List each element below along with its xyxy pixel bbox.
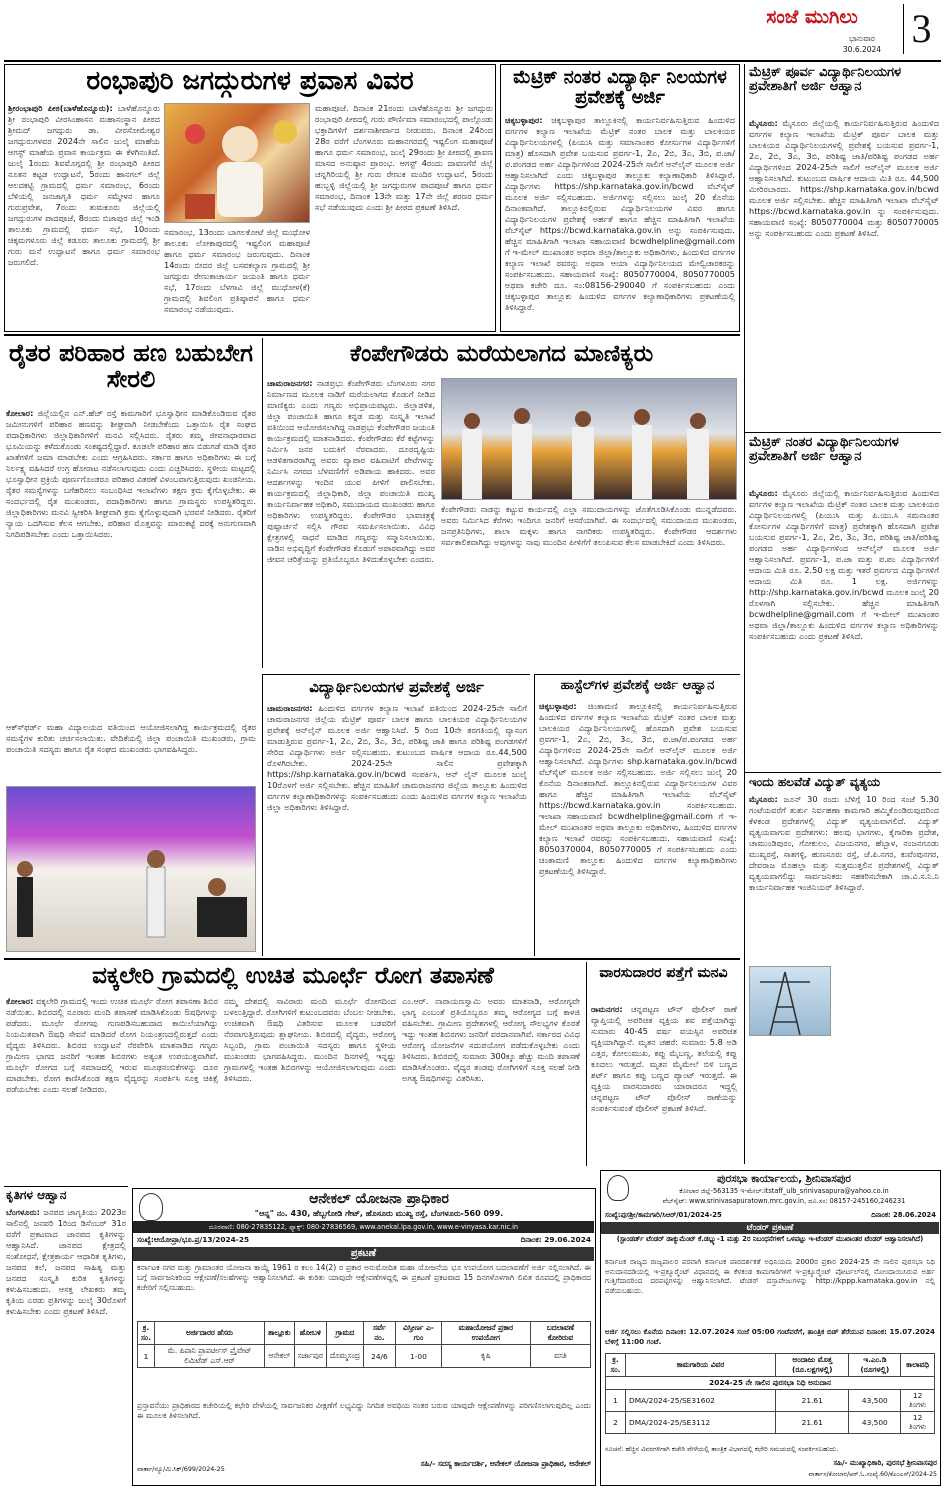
article-text-2: ಆಕ್ಸ್‍ಫರ್ಡ್ ಮಹಾ ವಿದ್ಯಾಲಯದ ವತಿಯಿಂದ ಆಯೋಜಿಸಲಾಗಿದ್ದ ಕಾರ್ಯಕ್ರಮದಲ್ಲಿ ರೈತರ ಸಮಸ್ಯೆಗಳ ಕುರಿತು ಚರ್ಚಿಸಲಾಯಿತು. ವೇದಿಕೆಯಲ್ಲಿ ಜಿಲ್ಲಾ ಪಂಚಾಯಿತಿ ಮುಖಂಡರು, ಗ್ರಾಮ ಪಂಚಾಯಿತಿ ಸದಸ್ಯರು ಹಾಗೂ ರೈತ ಸಂಘದ ಮುಖಂಡರು ಭಾಗವಹಿಸಿದ್ದರು. — [6, 722, 256, 754]
table-header: ಹೋಬಳಿ — [294, 1322, 326, 1345]
event-people-icon — [7, 787, 256, 952]
table-header: ಮಹಾಯೋಜನೆ ಪ್ರಕಾರ ಉಪಯೋಗ — [441, 1322, 530, 1345]
table-header: ಇ.ಎಂ.ಡಿ (ರೂಗಳಲ್ಲಿ) — [849, 1354, 901, 1377]
tender-org: ಪುರಸಭಾ ಕಾರ್ಯಾಲಯ, ಶ್ರೀನಿವಾಸಪುರ — [717, 1173, 851, 1185]
right-column — [744, 64, 941, 1164]
group-dignitaries-icon — [442, 379, 737, 500]
article-text-power-cut: ಮೈಸೂರು: ಜೂನ್ 30 ರಂದು ಬೆಳಿಗ್ಗೆ 10 ರಿಂದ ಸಂಜೆ 5.30 ಗಂಟೆಯವರೆಗೆ ತುರ್ತು ನಿರ್ವಹಣಾ ಕಾಮಗಾರಿ ಹಮ್ಮಿಕೊಂಡಿರುವುದರಿಂದ ಕೆಳಕಂಡ ಪ್ರದೇಶಗಳಲ್ಲಿ ವಿದ್ಯುತ್ ವ್ಯತ್ಯಯವಾಗಲಿದೆ. ವಿದ್ಯುತ್ ವ್ಯತ್ಯಯವಾಗುವ ಪ್ರದೇಶಗಳು: ಹಲವು ಭಾಗಗಳು, ಕೈಗಾರಿಕಾ ಪ್ರದೇಶ, ಚಾಮುಂಡಿಪುರಂ, ಗೋಕುಲಂ, ವಿಜಯನಗರ, ಹೆಬ್ಬಾಳ, ನಂಜನಗೂಡು ಮುಖ್ಯರಸ್ತೆ, ಸಾತಗಳ್ಳಿ, ಹುಣಸೂರು ರಸ್ತೆ, ಜೆ.ಪಿ.ನಗರ, ಕುವೆಂಪುನಗರ, ದೇವರಾಜ ಮೊಹಲ್ಲಾ ಮತ್ತು ಸುತ್ತಮುತ್ತಲಿನ ಪ್ರದೇಶಗಳಲ್ಲಿ ವಿದ್ಯುತ್ ವ್ಯತ್ಯಯವಾಗಲಿದ್ದು ಸಾರ್ವಜನಿಕರು ಸಹಕರಿಸಬೇಕಾಗಿ ಚಾ.ವಿ.ಸ.ನಿ.ನಿ ಕಾರ್ಯನಿರ್ವಾಹಕ ಇಂಜಿನಿಯರ್ ತಿಳಿಸಿದ್ದಾರೆ. — [749, 794, 939, 892]
notice-intro: ಕರ್ನಾಟಕ ನಗರ ಮತ್ತು ಗ್ರಾಮಾಂತರ ಯೋಜನಾ ಕಾಯ್ದೆ 1961 ರ ಕಲಂ 14(2) ರ ಪ್ರಕಾರ ಅನುಮೋದಿತ ಮಹಾ ಯೋಜನೆಯ ಭೂ ಉಪಯೋಗ ಬದಲಾವಣೆಗೆ ಅರ್ಜಿ ಸಲ್ಲಿಸಲಾಗಿದೆ. ಈ ಬಗ್ಗೆ ಸಾರ್ವಜನಿಕರಿಂದ ಆಕ್ಷೇಪಣೆ/ಸಲಹೆಗಳನ್ನು ಆಹ್ವಾನಿಸಲಾಗಿದೆ. ಈ ಕುರಿತು ಯಾವುದೇ ಆಕ್ಷೇಪಣೆಗಳಿದ್ದಲ್ಲಿ ಈ ಪ್ರಕಟಣೆ ಪ್ರಕಟವಾದ 15 ದಿನಗಳೊಳಗಾಗಿ ಲಿಖಿತ ರೂಪದಲ್ಲಿ ಪ್ರಾಧಿಕಾರದ ಕಚೇರಿಗೆ ಸಲ್ಲಿಸಬಹುದು. — [137, 1263, 591, 1293]
headline: ವಾರಸುದಾರರ ಪತ್ತೆಗೆ ಮನವಿ — [599, 965, 728, 981]
table-cell: 12 ತಿಂಗಳು — [901, 1390, 935, 1412]
notice-date: ದಿನಾಂಕ: 29.06.2024 — [520, 1235, 591, 1244]
table-header: ವಿಸ್ತೀರ್ಣ ಎ-ಗುಂ — [395, 1322, 441, 1345]
headline: ರೈತರ ಪರಿಹಾರ ಹಣ ಬಹುಬೇಗ ಸೇರಲಿ — [9, 339, 253, 394]
article-text: ಚಾಮರಾಜನಗರ: ಹಿಂದುಳಿದ ವರ್ಗಗಳ ಕಲ್ಯಾಣ ಇಲಾಖೆ ವತಿಯಿಂದ 2024-25ನೇ ಸಾಲಿಗೆ ಚಾಮರಾಜನಗರ ಜಿಲ್ಲೆಯ ಮೆಟ್ರಿಕ್ ಪೂರ್ವ ಬಾಲಕ ಹಾಗೂ ಬಾಲಕಿಯರ ವಿದ್ಯಾರ್ಥಿನಿಲಯಗಳ ಪ್ರವೇಶಕ್ಕೆ ಆನ್‍ಲೈನ್ ಮೂಲಕ ಅರ್ಜಿ ಆಹ್ವಾನಿಸಿದೆ. 5 ರಿಂದ 10ನೇ ತರಗತಿಯಲ್ಲಿ ವ್ಯಾಸಂಗ ಮಾಡುತ್ತಿರುವ ಪ್ರವರ್ಗ-1, 2ಎ, 2ಬಿ, 3ಎ, 3ಬಿ, ಪರಿಶಿಷ್ಟ ಜಾತಿ ಹಾಗೂ ಪರಿಶಿಷ್ಟ ಪಂಗಡಗಳಿಗೆ ಸೇರಿದ ವಿದ್ಯಾರ್ಥಿಗಳು ಅರ್ಜಿ ಸಲ್ಲಿಸಬಹುದು. ಕುಟುಂಬದ ವಾರ್ಷಿಕ ಆದಾಯ ರೂ.44,500 ರೊಳಗಿರಬೇಕು. 2024-25ನೇ ಸಾಲಿನ ಪ್ರವೇಶಕ್ಕಾಗಿ https://shp.karnataka.gov.in/bcwd ಸಂಪರ್ಕಿಸಿ, ಆನ್ ಲೈನ್ ಮೂಲಕ ಜುಲೈ 10ರೊಳಗೆ ಅರ್ಜಿ ಸಲ್ಲಿಸಬೇಕು. ಹೆಚ್ಚಿನ ಮಾಹಿತಿಗೆ ಚಾಮರಾಜನಗರ ಜಿಲ್ಲೆಯ ತಾಲ್ಲೂಕು ಹಿಂದುಳಿದ ವರ್ಗಗಳ ಕಲ್ಯಾಣಾಧಿಕಾರಿಗಳನ್ನು ಸಂಪರ್ಕಿಸಬಹುದು ಎಂದು ಹಿಂದುಳಿದ ವರ್ಗಗಳ ಕಲ್ಯಾಣ ಇಲಾಖೆಯ ಜಿಲ್ಲಾ ಅಧಿಕಾರಿಗಳು ತಿಳಿಸಿದ್ದಾರೆ. — [267, 703, 527, 812]
tender-code: ವಾರ್ತಾಸ/ಕೋಲಾರ/ಆರ್.ಓ.ಸಂಖ್ಯೆ.60/ಕೆಎಂಎಸ್/2024-25 — [808, 1471, 937, 1478]
table-cell: ಆನೇಕಲ್ — [265, 1345, 295, 1368]
table-cell: ವಸತಿ — [530, 1345, 590, 1368]
article-text: ಬೆಂಗಳೂರು: ಜನಪದ ಜಾಗೃತಿಯು 2023ರ ಸಾಲಿನಲ್ಲಿ ಜನವರಿ 1ರಿಂದ ಡಿಸೆಂಬರ್ 31ರ ವರೆಗೆ ಪ್ರಕಟವಾದ ಜಾನಪದ ಕೃತಿಗಳನ್ನು ಆಹ್ವಾನಿಸಿದೆ. ಜಾನಪದ ಕ್ಷೇತ್ರದಲ್ಲಿ ಸಂಶೋಧನೆ, ಕ್ಷೇತ್ರಕಾರ್ಯ ಆಧಾರಿತ ಕೃತಿಗಳು, ಜನಪದ ಕಲೆ, ಜನಪದ ಸಾಹಿತ್ಯ ಮತ್ತು ಜನಪದ ಸಂಸ್ಕೃತಿ ಕುರಿತ ಕೃತಿಗಳನ್ನು ಕಳುಹಿಸಬಹುದು. ಆಸಕ್ತ ಲೇಖಕರು ತಮ್ಮ ಕೃತಿಯ ಎರಡು ಪ್ರತಿಗಳನ್ನು ಜುಲೈ 30ರೊಳಗೆ ಕಳುಹಿಸಬೇಕು ಎಂದು ಪ್ರಕಟಣೆ ತಿಳಿಸಿದೆ. — [6, 1207, 126, 1316]
tender-title: ಟೆಂಡರ್ ಪ್ರಕಟಣೆ — [601, 1222, 939, 1234]
article-text-2: ಕೆಂಪೇಗೌಡರು ನಾಡನ್ನು ಕಟ್ಟುವ ಕಾರ್ಯದಲ್ಲಿ ಎಲ್ಲಾ ಸಮುದಾಯಗಳನ್ನು ಜೊತೆಗೂಡಿಸಿಕೊಂಡು ಮುನ್ನಡೆದವರು. ಅವರು ನಿರ್ಮಿಸಿದ ಕೆರೆಗಳು ಇಂದಿಗೂ ಜನರಿಗೆ ಆಸರೆಯಾಗಿವೆ. ಈ ಸಂದರ್ಭದಲ್ಲಿ ಸಮುದಾಯದ ಮುಖಂಡರು, ಜನಪ್ರತಿನಿಧಿಗಳು, ಶಾಲಾ ಮಕ್ಕಳು ಹಾಗೂ ನಾಗರಿಕರು ಉಪಸ್ಥಿತರಿದ್ದರು. ಕೆಂಪೇಗೌಡರ ಆದರ್ಶಗಳು ಸರ್ವಕಾಲಿಕವಾಗಿದ್ದು ಅವುಗಳನ್ನು ನಾವು ಮುಂದಿನ ಪೀಳಿಗೆಗೆ ತಲುಪಿಸುವ ಕೆಲಸ ಮಾಡಬೇಕಿದೆ ಎಂದು ತಿಳಿಸಿದರು. — [441, 504, 737, 547]
article-text-col3: ಮಹಾಪೂಜೆ. ದಿನಾಂಕ 21ರಂದು ಬಾಳೆಹೊನ್ನೂರು ಶ್ರೀ ಜಗದ್ಗುರು ರಂಭಾಪುರಿ ಪೀಠದಲ್ಲಿ ಗುರು ಪೌರ್ಣಿಮಾ ಸಮಾರಂಭದಲ್ಲಿ ಪಾಲ್ಗೊಂಡು ಭಕ್ತಾದಿಗಳಿಗೆ ದರ್ಶನಾಶೀರ್ವಾದ ನೀಡುವರು. ದಿನಾಂಕ 24ರಿಂದ 28ರ ವರೆಗೆ ಬೆಂಗಳೂರು ಮಹಾನಗರದಲ್ಲಿ ಇಷ್ಟಲಿಂಗ ಮಹಾಪೂಜೆ ಹಾಗೂ ಧರ್ಮ ಸಮಾರಂಭ, ಜುಲೈ 29ರಂದು ಶ್ರೀ ಪೀಠದಲ್ಲಿ ಶ್ರಾವಣ ಮಾಸದ ಅನುಷ್ಠಾನ ಪ್ರಾರಂಭ. ಆಗಸ್ಟ್ 4ರಂದು ದಾವಣಗೆರೆ ಜಿಲ್ಲೆ ಚನ್ನಗಿರಿಯಲ್ಲಿ ಶ್ರೀ ಗುರು ರೇಣುಕ ಮಂದಿರ ಉದ್ಘಾಟನೆ, 5ರಂದು ಹುಬ್ಬಳ್ಳಿ ಜಿಲ್ಲೆಯಲ್ಲಿ ಶ್ರೀ ಜಗದ್ಗುರುಗಳ ಪಾದಪೂಜೆ ಹಾಗೂ ಧರ್ಮ ಸಮಾರಂಭ, ದಿನಾಂಕ 13ನೇ ಮತ್ತು 17ನೇ ಜಿಲ್ಲೆ ಶರಣರ ಧರ್ಮ ಸಭೆ ನಡೆಯುವುದು ಎಂದು ಶ್ರೀ ಪೀಠದ ಪ್ರಕಟಣೆ ತಿಳಿಸಿದೆ. — [315, 103, 493, 212]
headline-power-cut: ಇಂದು ಹಲವೆಡೆ ವಿದ್ಯುತ್ ವ್ಯತ್ಯಯ — [749, 776, 881, 789]
table-header: ಕಾಲಾವಧಿ — [901, 1354, 935, 1377]
table-cell: DMA/2024-25/SE31602 — [626, 1390, 776, 1412]
masthead-date: 30.6.2024 — [842, 45, 882, 54]
article-text: ಚಾಮರಾಜನಗರ: ನಾಡಪ್ರಭು ಕೆಂಪೇಗೌಡರು ಬೆಂಗಳೂರು ನಗರ ನಿರ್ಮಾಣದ ಮೂಲಕ ನಾಡಿಗೆ ಮರೆಯಲಾಗದ ಕೊಡುಗೆ ನೀಡಿದ ಮಾಣಿಕ್ಯರು ಎಂದು ಗಣ್ಯರು ಅಭಿಪ್ರಾಯಪಟ್ಟರು. ಜಿಲ್ಲಾಡಳಿತ, ಜಿಲ್ಲಾ ಪಂಚಾಯಿತಿ ಹಾಗೂ ಕನ್ನಡ ಮತ್ತು ಸಂಸ್ಕೃತಿ ಇಲಾಖೆ ವತಿಯಿಂದ ಆಯೋಜಿಸಲಾಗಿದ್ದ ನಾಡಪ್ರಭು ಕೆಂಪೇಗೌಡರ ಜಯಂತಿ ಕಾರ್ಯಕ್ರಮದಲ್ಲಿ ಮಾತನಾಡಿದರು. ಕೆಂಪೇಗೌಡರು ಕೆರೆ ಕಟ್ಟೆಗಳನ್ನು ನಿರ್ಮಿಸಿ ಜನರ ಬದುಕಿಗೆ ನೆರವಾದರು. ದೂರದೃಷ್ಟಿಯ ಆಡಳಿತಗಾರರಾಗಿದ್ದ ಅವರು ವ್ಯಾಪಾರ ವಹಿವಾಟಿಗೆ ಪೇಟೆಗಳನ್ನು ನಿರ್ಮಿಸಿ ನಗರದ ಬೆಳವಣಿಗೆಗೆ ಅಡಿಪಾಯ ಹಾಕಿದರು. ಅವರ ಆದರ್ಶಗಳನ್ನು ಇಂದಿನ ಯುವ ಪೀಳಿಗೆ ಪಾಲಿಸಬೇಕು. ಕಾರ್ಯಕ್ರಮದಲ್ಲಿ ಜಿಲ್ಲಾಧಿಕಾರಿ, ಜಿಲ್ಲಾ ಪಂಚಾಯಿತಿ ಮುಖ್ಯ ಕಾರ್ಯನಿರ್ವಾಹಕ ಅಧಿಕಾರಿ, ಸಮುದಾಯದ ಮುಖಂಡರು ಹಾಗೂ ಅಧಿಕಾರಿಗಳು ಉಪಸ್ಥಿತರಿದ್ದರು. ಕೆಂಪೇಗೌಡರ ಭಾವಚಿತ್ರಕ್ಕೆ ಪುಷ್ಪಾರ್ಚನೆ ಸಲ್ಲಿಸಿ ಗೌರವ ಸಮರ್ಪಿಸಲಾಯಿತು. ವಿವಿಧ ಕ್ಷೇತ್ರಗಳಲ್ಲಿ ಸಾಧನೆ ಮಾಡಿದ ಗಣ್ಯರನ್ನು ಸನ್ಮಾನಿಸಲಾಯಿತು. ನಾಡಿನ ಅಭಿವೃದ್ಧಿಗೆ ಕೆಂಪೇಗೌಡರ ಕೊಡುಗೆ ಅಪಾರವಾಗಿದ್ದು ಅವರ ಜೀವನ ಚರಿತ್ರೆಯನ್ನು ಪ್ರತಿಯೊಬ್ಬರೂ ತಿಳಿದುಕೊಳ್ಳಬೇಕು ಎಂದರು. — [267, 378, 435, 564]
article-unknown-body — [586, 962, 740, 1166]
article-text-col2: ಸಮಾರಂಭ, 13ರಂದು ಬಾಗಲಕೋಟೆ ಜಿಲ್ಲೆ ಮುಧೋಳ ತಾಲೂಕು ಲೋಕಾಪುರದಲ್ಲಿ ಇಷ್ಟಲಿಂಗ ಮಹಾಪೂಜೆ ಹಾಗೂ ಧರ್ಮ ಸಮಾರಂಭ ಜರುಗುವುದು. ದಿನಾಂಕ 14ರಂದು ಬೀದರ ಜಿಲ್ಲೆ ಬಸವಕಲ್ಯಾಣ ಗ್ರಾಮದಲ್ಲಿ ಶ್ರೀ ಜಗದ್ಗುರು ರೇಣುಕಾಚಾರ್ಯ ಜಯಂತಿ ಹಾಗೂ ಧರ್ಮ ಸಭೆ, 17ರಂದು ಬೆಳಗಾವಿ ಜಿಲ್ಲೆ ಮುಧೋಳ(ಕೆ) ಗ್ರಾಮದಲ್ಲಿ ಶಿವಲಿಂಗ ಪ್ರತಿಷ್ಠಾಪನೆ ಹಾಗೂ ಧರ್ಮ ಸಮಾರಂಭ ನಡೆಯುವುದು. — [164, 227, 310, 314]
table-cell: 1-00 — [395, 1345, 441, 1368]
headline: ಮೆಟ್ರಿಕ್ ನಂತರ ವಿದ್ಯಾರ್ಥಿ ನಿಲಯಗಳ ಪ್ರವೇಶಕ್ಕೆ ಅರ್ಜಿ — [513, 68, 727, 108]
table-cell: ಕೃಷಿ — [441, 1345, 530, 1368]
article-text-3: ಎಂ.ಆರ್. ನಾರಾಯಣಸ್ವಾಮಿ ಅವರು ಮಾತನಾಡಿ, ಆರೋಗ್ಯವೇ ಭಾಗ್ಯ ಎಂಬಂತೆ ಪ್ರತಿಯೊಬ್ಬರೂ ತಮ್ಮ ಆರೋಗ್ಯದ ಬಗ್ಗೆ ಕಾಳಜಿ ವಹಿಸಬೇಕು. ಗ್ರಾಮೀಣ ಪ್ರದೇಶಗಳಲ್ಲಿ ಆರೋಗ್ಯ ಸೌಲಭ್ಯಗಳ ಕೊರತೆ ಇದ್ದು ಇಂತಹ ಶಿಬಿರಗಳು ಜನರಿಗೆ ವರದಾನವಾಗಿವೆ. ಸರ್ಕಾರದ ವಿವಿಧ ಆರೋಗ್ಯ ಯೋಜನೆಗಳ ಸದುಪಯೋಗ ಪಡೆದುಕೊಳ್ಳಬೇಕು ಎಂದು ತಿಳಿಸಿದರು. ಶಿಬಿರದಲ್ಲಿ ಸುಮಾರು 300ಕ್ಕೂ ಹೆಚ್ಚು ಮಂದಿ ತಪಾಸಣೆ ಮಾಡಿಸಿಕೊಂಡರು. ವೈದ್ಯರ ತಂಡವು ರೋಗಿಗಳಿಗೆ ಸೂಕ್ತ ಸಲಹೆ ನೀಡಿ ಅಗತ್ಯ ಔಷಧಿಗಳನ್ನು ವಿತರಿಸಿತು. — [402, 996, 580, 1083]
table-section: 2024-25 ನೇ ಸಾಲಿನ ಪುರಸಭಾ ನಿಧಿ ಅನುದಾನ — [606, 1377, 935, 1390]
article-text-2: ನಮ್ಮ ದೇಶದಲ್ಲಿ ಸಾವಿರಾರು ಮಂದಿ ಮೂರ್ಛೆ ರೋಗದಿಂದ ಬಳಲುತ್ತಿದ್ದಾರೆ. ರೋಗಿಗಳಿಗೆ ಕುಟುಂಬದವರು ಬೆಂಬಲ ನೀಡಬೇಕು. ಉಚಿತವಾಗಿ ಔಷಧಿ ವಿತರಿಸುವ ಮೂಲಕ ಬಡವರಿಗೆ ನೆರವಾಗುತ್ತಿರುವುದು ಶ್ಲಾಘನೀಯ. ಶಿಬಿರದಲ್ಲಿ ವೈದ್ಯರು, ಆರೋಗ್ಯ ಸಿಬ್ಬಂದಿ, ಗ್ರಾಮ ಪಂಚಾಯಿತಿ ಸದಸ್ಯರು ಹಾಗೂ ಸ್ಥಳೀಯ ಮುಖಂಡರು ಭಾಗವಹಿಸಿದ್ದರು. ಮುಂದಿನ ದಿನಗಳಲ್ಲಿ ಇನ್ನಷ್ಟು ಗ್ರಾಮಗಳಲ್ಲಿ ಇಂತಹ ಶಿಬಿರಗಳನ್ನು ಆಯೋಜಿಸಲಾಗುವುದು ಎಂದು ತಿಳಿಸಿದರು. — [224, 996, 396, 1083]
article-text: ಚಿಕ್ಕಬಳ್ಳಾಪುರ: ಚಿಕ್ಕಬಳ್ಳಾಪುರ ತಾಲ್ಲೂಕಿನಲ್ಲಿ ಕಾರ್ಯನಿರ್ವಹಿಸುತ್ತಿರುವ ಹಿಂದುಳಿದ ವರ್ಗಗಳ ಕಲ್ಯಾಣ ಇಲಾಖೆಯ ಮೆಟ್ರಿಕ್ ನಂತರ ಬಾಲಕ ಮತ್ತು ಬಾಲಕಿಯರ ವಿದ್ಯಾರ್ಥಿನಿಲಯಗಳಲ್ಲಿ (ಪಿಯುಸಿ ಮತ್ತು ಸಮಾನಾಂತರ ಕೋರ್ಸುಗಳ ವಿದ್ಯಾರ್ಥಿಗಳಿಗೆ ಮಾತ್ರ) ಹೊಸದಾಗಿ ಪ್ರವೇಶ ಬಯಸುವ ಪ್ರವರ್ಗ-1, 2ಎ, 2ಬಿ, 3ಎ, 3ಬಿ, ಪ.ಜಾ/ಪ.ಪಂಗಡದ ಅರ್ಹ ವಿದ್ಯಾರ್ಥಿಗಳಿಂದ 2024-25ನೇ ಸಾಲಿಗೆ ಆನ್‍ಲೈನ್ ಮೂಲಕ ಅರ್ಜಿ ಆಹ್ವಾನಿಸಲಾಗಿದೆ ಎಂದು ಚಿಕ್ಕಬಳ್ಳಾಪುರ ತಾಲ್ಲೂಕು ಕಲ್ಯಾಣಾಧಿಕಾರಿ ತಿಳಿಸಿದ್ದಾರೆ. ವಿದ್ಯಾರ್ಥಿಗಳು https://shp.karnataka.gov.in/bcwd ವೆಬ್‍ಸೈಟ್ ಮೂಲಕ ಅರ್ಜಿ ಸಲ್ಲಿಸಬಹುದು. ಅರ್ಜಿಗಳನ್ನು ಸಲ್ಲಿಸಲು ಜುಲೈ 20 ಕೊನೆಯ ದಿನಾಂಕವಾಗಿದೆ. ತಾಲ್ಲೂಕಿನಲ್ಲಿರುವ ವಿದ್ಯಾರ್ಥಿನಿಲಯಗಳ ವಿವರ ಹಾಗೂ ವಿದ್ಯಾರ್ಥಿನಿಲಯಗಳ ಪ್ರವೇಶಕ್ಕೆ ಅರ್ಹತೆ ಹಾಗೂ ಹೆಚ್ಚಿನ ಮಾಹಿತಿಗಾಗಿ ಇಲಾಖೆಯ ವೆಬ್‍ಸೈಟ್ https://bcwd.karnataka.gov.in ಅನ್ನು ಸಂಪರ್ಕಿಸುವುದು. ಹೆಚ್ಚಿನ ಮಾಹಿತಿಗಾಗಿ ಇಲಾಖಾ ಸಹಾಯವಾಣಿ bcwdhelpline@gmail.com ಗೆ ಇ-ಮೇಲ್ ಮುಖಾಂತರ ಅಥವಾ ಜಿಲ್ಲಾ/ತಾಲ್ಲೂಕು ಅಧಿಕಾರಿಗಳು, ಹಿಂದುಳಿದ ವರ್ಗಗಳ ಕಲ್ಯಾಣ ಇಲಾಖೆ ರವರನ್ನು ಅಥವಾ ಆಯಾ ವಿದ್ಯಾರ್ಥಿನಿಲಯದ ಮೇಲ್ವಿಚಾರಕರನ್ನು ಸಂಪರ್ಕಿಸಬಹುದು. ಸಹಾಯವಾಣಿ ಸಂಖ್ಯೆ: 8050770004, 8050770005 ಅಥವಾ ಕಚೇರಿ ದೂ. ಸಂ:08156-290040 ಗೆ ಸಂಪರ್ಕಿಸಬಹುದು ಎಂದು ಚಿಕ್ಕಬಳ್ಳಾಪುರ ತಾಲ್ಲೂಕು ಹಿಂದುಳಿದ ವರ್ಗಗಳ ಕಲ್ಯಾಣಾಧಿಕಾರಿಗಳು ಪ್ರಕಟಣೆಯಲ್ಲಿ ತಿಳಿಸಿದ್ದಾರೆ. — [505, 115, 735, 312]
table-cell: 21.61 — [776, 1390, 849, 1412]
table-cell: 24/6 — [363, 1345, 395, 1368]
photo-swamiji — [164, 103, 310, 223]
article-text-postmatric: ಮೈಸೂರು: ಮೈಸೂರು ಜಿಲ್ಲೆಯಲ್ಲಿ ಕಾರ್ಯನಿರ್ವಹಿಸುತ್ತಿರುವ ಹಿಂದುಳಿದ ವರ್ಗಗಳ ಕಲ್ಯಾಣ ಇಲಾಖೆಯ ಮೆಟ್ರಿಕ್ ನಂತರ ಬಾಲಕ ಮತ್ತು ಬಾಲಕಿಯರ ವಿದ್ಯಾರ್ಥಿನಿಲಯಗಳಲ್ಲಿ (ಪಿಯುಸಿ ಮತ್ತು ಪಿ.ಯು.ಸಿ ಸಮನಾಂತರ ಕೋರ್ಸುಗಳ ವಿದ್ಯಾರ್ಥಿಗಳಿಗೆ ಮಾತ್ರ) ಪ್ರವೇಶಕ್ಕಾಗಿ ಹೊಸದಾಗಿ ಪ್ರವೇಶ ಬಯಸುವ ಪ್ರವರ್ಗ-1, 2ಎ, 2ಬಿ, 3ಎ, 3ಬಿ, ಪರಿಶಿಷ್ಟ ಜಾತಿ/ಪರಿಶಿಷ್ಟ ಪಂಗಡದ ಅರ್ಹ ವಿದ್ಯಾರ್ಥಿಗಳಿಂದ ಆನ್‍ಲೈನ್ ಮೂಲಕ ಅರ್ಜಿ ಆಹ್ವಾನಿಸಲಾಗಿದೆ. ಪ್ರವರ್ಗ-1, ಪ.ಜಾ ಮತ್ತು ಪ.ಪಂ ವಿದ್ಯಾರ್ಥಿಗಳಿಗೆ ಆದಾಯ ಮಿತಿ ರೂ. 2.50 ಲಕ್ಷ ಮತ್ತು ಇತರೆ ಪ್ರವರ್ಗದ ವಿದ್ಯಾರ್ಥಿಗಳಿಗೆ ಆದಾಯ ಮಿತಿ ರೂ. 1 ಲಕ್ಷ. ಅರ್ಜಿಗಳನ್ನು http://shp.karnataka.gov.in/bcwd ಮೂಲಕ ಜುಲೈ 20 ರೊಳಗಾಗಿ ಸಲ್ಲಿಸಬೇಕು. ಹೆಚ್ಚಿನ ಮಾಹಿತಿಗಾಗಿ bcwdhelpline@gmail.com ಗೆ ಇ-ಮೇಲ್ ಮುಖಾಂತರ ಅಥವಾ ಜಿಲ್ಲಾ/ತಾಲ್ಲೂಕು ಹಿಂದುಳಿದ ವರ್ಗಗಳ ಕಲ್ಯಾಣ ಅಧಿಕಾರಿಗಳನ್ನು ಸಂಪರ್ಕಿಸಬಹುದು ಎಂದು ಪ್ರಕಟಣೆ ತಿಳಿಸಿದೆ. — [749, 488, 939, 641]
srinivasapura-tender-notice — [600, 1170, 941, 1486]
table-header: ಕ್ರ. ಸಂ. — [606, 1354, 626, 1377]
headline: ವಕ್ಕಲೇರಿ ಗ್ರಾಮದಲ್ಲಿ ಉಚಿತ ಮೂರ್ಛೆ ರೋಗ ತಪಾಸಣೆ — [92, 963, 494, 989]
tender-date: ದಿನಾಂಕ: 28.06.2024 — [871, 1211, 936, 1219]
table-header: ಸರ್ವೆ ನಂ. — [363, 1322, 395, 1345]
notice-signature: ಸಹಿ/- ಸದಸ್ಯ ಕಾರ್ಯದರ್ಶಿ, ಆನೇಕಲ್ ಯೋಜನಾ ಪ್ರಾಧಿಕಾರ, ಆನೇಕಲ್ — [420, 1459, 591, 1468]
article-farmers-compensation — [4, 338, 258, 956]
article-text: ಚಿಕ್ಕಬಳ್ಳಾಪುರ: ಚಿಂತಾಮಣಿ ತಾಲ್ಲೂಕಿನಲ್ಲಿ ಕಾರ್ಯನಿರ್ವಹಿಸುತ್ತಿರುವ ಹಿಂದುಳಿದ ವರ್ಗಗಳ ಕಲ್ಯಾಣ ಇಲಾಖೆಯ ಮೆಟ್ರಿಕ್ ನಂತರ ಬಾಲಕ ಮತ್ತು ಬಾಲಕಿಯರ ವಿದ್ಯಾರ್ಥಿನಿಲಯಗಳಲ್ಲಿ ಹೊಸದಾಗಿ ಪ್ರವೇಶ ಬಯಸುವ ಪ್ರವರ್ಗ-1, 2ಎ, 2ಬಿ, 3ಎ, 3ಬಿ, ಪ.ಜಾ/ಪ.ಪಂಗಡದ ಅರ್ಹ ವಿದ್ಯಾರ್ಥಿಗಳಿಂದ 2024-25ನೇ ಸಾಲಿಗೆ ಆನ್‍ಲೈನ್ ಮೂಲಕ ಅರ್ಜಿ ಆಹ್ವಾನಿಸಲಾಗಿದೆ. ವಿದ್ಯಾರ್ಥಿಗಳು shp.karnataka.gov.in/bcwd ವೆಬ್‍ಸೈಟ್ ಮೂಲಕ ಅರ್ಜಿ ಸಲ್ಲಿಸಬಹುದು. ಅರ್ಜಿ ಸಲ್ಲಿಸಲು ಜುಲೈ 20 ಕೊನೆಯ ದಿನಾಂಕವಾಗಿದೆ. ತಾಲ್ಲೂಕಿನಲ್ಲಿರುವ ವಿದ್ಯಾರ್ಥಿನಿಲಯಗಳ ವಿವರ ಹಾಗೂ ಹೆಚ್ಚಿನ ಮಾಹಿತಿಗಾಗಿ ಇಲಾಖೆಯ ವೆಬ್‍ಸೈಟ್ https://bcwd.karnataka.gov.in ಸಂಪರ್ಕಿಸಬಹುದು. ಇಲಾಖಾ ಸಹಾಯವಾಣಿ bcwdhelpline@gmail.com ಗೆ ಇ-ಮೇಲ್ ಮುಖಾಂತರ ಅಥವಾ ತಾಲ್ಲೂಕು ಅಧಿಕಾರಿಗಳು, ಹಿಂದುಳಿದ ವರ್ಗಗಳ ಕಲ್ಯಾಣ ಇಲಾಖೆ ರವರನ್ನು ಸಂಪರ್ಕಿಸಬಹುದು. ಸಹಾಯವಾಣಿ ಸಂಖ್ಯೆ: 8050370004, 8050770005 ಗೆ ಸಂಪರ್ಕಿಸಬಹುದು ಎಂದು ಚಿಂತಾಮಣಿ ತಾಲ್ಲೂಕು ಹಿಂದುಳಿದ ವರ್ಗಗಳ ಕಲ್ಯಾಣಾಧಿಕಾರಿಗಳು ಪ್ರಕಟಣೆಯಲ್ಲಿ ತಿಳಿಸಿದ್ದಾರೆ. — [539, 701, 737, 876]
article-rambhapuri — [4, 64, 496, 332]
masthead-day: ಭಾನುವಾರ — [849, 34, 875, 43]
table-header: ಅಂದಾಜು ಮೊತ್ತ (ರೂ.ಲಕ್ಷಗಳಲ್ಲಿ) — [776, 1354, 849, 1377]
article-metric-hostel-chikkaballapura — [500, 64, 740, 332]
tender-note: ಸೂಚನೆ: ಹೆಚ್ಚಿನ ವಿವರಗಳಿಗಾಗಿ ಕಚೇರಿ ವೇಳೆಯಲ್ಲಿ ತಾಂತ್ರಿಕ ವಿಭಾಗದಲ್ಲಿ ಕಛೇರಿ ಸಮಯದಲ್ಲಿ ಸಂಪರ್ಕಿಸಬಹುದು. — [605, 1445, 839, 1453]
notice-footer-text: ಪ್ರಸ್ತಾವನೆಯು ಪ್ರಾಧಿಕಾರದ ಕಚೇರಿಯಲ್ಲಿ ಕಛೇರಿ ವೇಳೆಯಲ್ಲಿ ಸಾರ್ವಜನಿಕರ ವೀಕ್ಷಣೆಗೆ ಲಭ್ಯವಿದ್ದು ನಿಗದಿತ ಅವಧಿಯ ನಂತರ ಬರುವ ಯಾವುದೇ ಆಕ್ಷೇಪಣೆಗಳನ್ನು ಪರಿಗಣಿಸಲಾಗುವುದಿಲ್ಲ ಎಂದು ಈ ಮೂಲಕ ತಿಳಿಸಲಾಗಿದೆ. — [137, 1401, 591, 1421]
notice-org: ಆನೇಕಲ್ ಯೋಜನಾ ಪ್ರಾಧಿಕಾರ — [309, 1191, 449, 1207]
anekal-planning-notice — [132, 1188, 596, 1486]
tender-ref: ಸಂಖ್ಯೆ:ಪುಸಶ್ರೀ/ಕಾಮಗಾರಿ/ಸಿಆರ್/01/2024-25 — [605, 1211, 722, 1219]
table-cell: DMA/2024-25/SE3112 — [626, 1412, 776, 1434]
notice-contact-bar: ದೂರವಾಣಿ: 080-27835122, ಫ್ಯಾಕ್ಸ್: 080-27836569, www.anekal.lpa.gov.in, www.e-vinyasa.kar.nic.in — [133, 1221, 594, 1233]
table-cell: 43,500 — [849, 1390, 901, 1412]
table-header: ಅರ್ಜಿದಾರರ ಹೆಸರು — [155, 1322, 265, 1345]
tender-subtitle: (ಸ್ಟಾಂಡರ್ಡ್ ಟೆಂಡರ್ ಡಾಕ್ಯುಮೆಂಟ್ ಕೆ.ಡಬ್ಲ್ಯು-1 ಮತ್ತು 2ರ ನಿಬಂಧನೆಗಳಿಗೆ ಒಳಪಟ್ಟು ಇ-ಟೆಂಡರ್ ಮುಖಾಂತರ ಟೆಂಡರ್ ಆಹ್ವಾನಿಸಲಾಗಿದೆ) — [616, 1235, 924, 1243]
article-kempegowda — [262, 338, 740, 668]
headline: ರಂಭಾಪುರಿ ಜಗದ್ಗುರುಗಳ ಪ್ರವಾಸ ವಿವರ — [86, 67, 414, 96]
table-cell: ಮೆ. ಪಿಪಾನಿ ಪ್ರಾಪರ್ಟೀಸ್ ಪ್ರೈವೇಟ್ ಲಿಮಿಟೆಡ್ ಎಸ್.ಆರ್ — [155, 1345, 265, 1368]
tender-address: ಕೋಲಾರ ಜಿಲ್ಲೆ-563135 ಇ-ಮೇಲ್:itstaff_ulb_srinivasapura@yahoo.co.in — [679, 1187, 889, 1195]
headline: ಹಾಸ್ಟೆಲ್‍ಗಳ ಪ್ರವೇಶಕ್ಕೆ ಅರ್ಜಿ ಆಹ್ವಾನ — [560, 678, 715, 693]
table-cell: 43,500 — [849, 1412, 901, 1434]
tender-table — [605, 1353, 935, 1445]
notice-emblem-icon — [139, 1193, 163, 1221]
table-header: ಬದಲಾವಣೆ ಕೋರಿರುವ — [530, 1322, 590, 1345]
masthead — [727, 4, 941, 58]
notice-ref: ಸಂಖ್ಯೆ:ಆಯೋಪ್ರಾ/ಭೂ.ಪ್ರ/13/2024-25 — [137, 1235, 250, 1244]
table-cell: 21.61 — [776, 1412, 849, 1434]
page-number: 3 — [903, 4, 939, 54]
article-hostel-chamarajanagar — [262, 674, 530, 956]
notice-code: ವಾರ್ತಾ/ನ್ಯೂ/ಮಿ.ಸಿಕ್/699/2024-25 — [137, 1465, 225, 1473]
tender-dates: ಅರ್ಜಿ ಸಲ್ಲಿಸಲು ಕೊನೆಯ ದಿನಾಂಕ: 12.07.2024 ಸಂಜೆ 05:00 ಗಂಟೆವರೆಗೆ, ತಾಂತ್ರಿಕ ಬಿಡ್ ತೆರೆಯುವ ದಿನಾಂಕ: 15.07.2024 ಬೆಳಿಗ್ಗೆ 11:00 ಗಂಟೆ. — [605, 1327, 935, 1346]
table-cell: ಸರ್ಜಾಪುರ — [294, 1345, 326, 1368]
table-cell: 1 — [138, 1345, 155, 1368]
table-header: ಕಾಮಗಾರಿಯ ವಿವರ — [626, 1354, 776, 1377]
tender-emblem-icon — [607, 1175, 629, 1201]
notice-address: "ಆನ್ನ" ನಂ. 430, ಹೆಬ್ಬಗೋಡಿ ಗೇಟ್, ಹೊಸೂರು ಮುಖ್ಯ ರಸ್ತೆ, ಬೆಂಗಳೂರು-560 099. — [254, 1209, 504, 1218]
headline: ವಿದ್ಯಾರ್ಥಿನಿಲಯಗಳ ಪ್ರವೇಶಕ್ಕೆ ಅರ್ಜಿ — [309, 678, 484, 696]
table-row — [606, 1412, 935, 1434]
tender-signature: ಸಹಿ/- ಮುಖ್ಯಾಧಿಕಾರಿ, ಪುರಸಭೆ ಶ್ರೀನಿವಾಸಪುರ — [833, 1459, 937, 1467]
tender-body: ಕರ್ನಾಟಕ ರಾಜ್ಯದ ರಾಜ್ಯಪಾಲರ ಪರವಾಗಿ ಕರ್ನಾಟಕ ಪಾರದರ್ಶಕತೆ ಅಧಿನಿಯಮ 2000ರ ಪ್ರಕಾರ 2024-25 ನೇ ಸಾಲಿನ ಪುರಸಭಾ ನಿಧಿ ಅನುದಾನದಡಿಯಲ್ಲಿ ಇ-ಪ್ರಕ್ಯೂರ್‍ಮೆಂಟ್ ವಿಧಾನದಲ್ಲಿ ಈ ಕೆಳಕಂಡ ಕಾಮಗಾರಿಗಳಿಗೆ ಇ-ಪ್ರಕ್ಯೂರ್‍ಮೆಂಟ್ ಪೋರ್ಟಲ್‍ನಲ್ಲಿ ನೋಂದಾಯಿಸಿರುವ ಅರ್ಹ ಗುತ್ತಿಗೆದಾರರಿಂದ ದರಪಟ್ಟಿಗಳನ್ನು ಆಹ್ವಾನಿಸಲಾಗಿದೆ. ಟೆಂಡರ್ ದಸ್ತಾವೇಜುಗಳನ್ನು http://kppp.karnataka.gov.in ನಲ್ಲಿ ಪಡೆಯಬಹುದು. — [605, 1257, 935, 1295]
article-text: ಕೋಲಾರ: ವಕ್ಕಲೇರಿ ಗ್ರಾಮದಲ್ಲಿ ಇಂದು ಉಚಿತ ಮೂರ್ಛೆ ರೋಗ ತಪಾಸಣಾ ಶಿಬಿರ ನಡೆಯಿತು. ಶಿಬಿರದಲ್ಲಿ ನೂರಾರು ಮಂದಿ ತಪಾಸಣೆ ಮಾಡಿಸಿಕೊಂಡು ಔಷಧಿಗಳನ್ನು ಪಡೆದರು. ಮೂರ್ಛೆ ರೋಗವು ಗುಣಪಡಿಸಬಹುದಾದ ಕಾಯಿಲೆಯಾಗಿದ್ದು ನಿಯಮಿತವಾಗಿ ಔಷಧಿ ಸೇವನೆ ಮಾಡಿದರೆ ರೋಗ ನಿಯಂತ್ರಣದಲ್ಲಿರುತ್ತದೆ ಎಂದು ವೈದ್ಯರು ತಿಳಿಸಿದರು. ಶಿಬಿರದ ಉದ್ಘಾಟನೆ ನೆರವೇರಿಸಿ ಮಾತನಾಡಿದ ಗಣ್ಯರು ಗ್ರಾಮೀಣ ಭಾಗದ ಜನರಿಗೆ ಇಂತಹ ಶಿಬಿರಗಳು ಅತ್ಯಂತ ಉಪಯುಕ್ತವಾಗಿವೆ. ಮೂರ್ಛೆ ರೋಗದ ಬಗ್ಗೆ ಸಮಾಜದಲ್ಲಿ ಇರುವ ಮೂಢನಂಬಿಕೆಗಳನ್ನು ದೂರ ಮಾಡಬೇಕು. ರೋಗ ಕಾಣಿಸಿಕೊಂಡ ತಕ್ಷಣ ವೈದ್ಯರನ್ನು ಸಂಪರ್ಕಿಸಿ ಸೂಕ್ತ ಚಿಕಿತ್ಸೆ ಪಡೆಯಬೇಕು ಎಂದು ಸಲಹೆ ನೀಡಿದರು. — [6, 996, 218, 1094]
table-cell: 2 — [606, 1412, 626, 1434]
table-cell: ದೊಮ್ಮಸಂದ್ರ — [326, 1345, 363, 1368]
table-row — [606, 1390, 935, 1412]
photo-farmers-event — [6, 786, 256, 952]
article-text: ರಾಮನಗರ: ಚನ್ನಪಟ್ಟಣ ಟೌನ್ ಪೊಲೀಸ್ ಠಾಣೆ ವ್ಯಾಪ್ತಿಯಲ್ಲಿ ಅಪರಿಚಿತ ವ್ಯಕ್ತಿಯ ಶವ ಪತ್ತೆಯಾಗಿದ್ದು ಸುಮಾರು 40-45 ವರ್ಷ ವಯಸ್ಸಿನ ಅಪರಿಚಿತ ವ್ಯಕ್ತಿಯಾಗಿದ್ದಾನೆ. ಮೃತನ ಚಹರೆ: ಸುಮಾರು 5.8 ಅಡಿ ಎತ್ತರ, ಕೋಲುಮುಖ, ಕಪ್ಪು ಮೈಬಣ್ಣ, ತಲೆಯಲ್ಲಿ ಕಪ್ಪು ಕೂದಲು ಇರುತ್ತದೆ. ಮೃತನ ಮೈಮೇಲೆ ಬಿಳಿ ಬಣ್ಣದ ಶರ್ಟ್ ಹಾಗೂ ಕಪ್ಪು ಬಣ್ಣದ ಪ್ಯಾಂಟ್ ಇರುತ್ತದೆ. ಈ ವ್ಯಕ್ತಿಯ ವಾರಸುದಾರರು ಯಾರಾದರೂ ಇದ್ದಲ್ಲಿ ಚನ್ನಪಟ್ಟಣ ಟೌನ್ ಪೊಲೀಸ್ ಠಾಣೆಯನ್ನು ಸಂಪರ್ಕಿಸುವಂತೆ ಪೊಲೀಸ್ ಪ್ರಕಟಣೆ ತಿಳಿಸಿದೆ. — [591, 1004, 737, 1113]
table-cell: 1 — [606, 1390, 626, 1412]
article-hostel-chintamani — [534, 674, 740, 956]
tender-web: ವೆಬ್‍ಸೈಟ್: www.srinivasapuratown.mrc.gov.in, ದೂ.ಸಂ: 08157-245160,246231 — [662, 1197, 906, 1205]
headline: ಕೆಂಪೇಗೌಡರು ಮರೆಯಲಾಗದ ಮಾಣಿಕ್ಯರು — [349, 341, 654, 367]
article-text-prematric: ಮೈಸೂರು: ಮೈಸೂರು ಜಿಲ್ಲೆಯಲ್ಲಿ ಕಾರ್ಯನಿರ್ವಹಿಸುತ್ತಿರುವ ಹಿಂದುಳಿದ ವರ್ಗಗಳ ಕಲ್ಯಾಣ ಇಲಾಖೆಯ ಮೆಟ್ರಿಕ್ ಪೂರ್ವ ಬಾಲಕ ಮತ್ತು ಬಾಲಕಿಯರ ವಿದ್ಯಾರ್ಥಿನಿಲಯಗಳಲ್ಲಿ ಪ್ರವೇಶಕ್ಕೆ ಬಯಸುವ ಪ್ರವರ್ಗ-1, 2ಎ, 2ಬಿ, 3ಎ, 3ಬಿ, ಪರಿಶಿಷ್ಟ ಜಾತಿ/ಪರಿಶಿಷ್ಟ ಪಂಗಡದ ಅರ್ಹ ವಿದ್ಯಾರ್ಥಿಗಳಿಂದ 2024-25ನೇ ಸಾಲಿಗೆ ಆನ್‍ಲೈನ್ ಮೂಲಕ ಅರ್ಜಿ ಆಹ್ವಾನಿಸಲಾಗಿದೆ. ಕುಟುಂಬದ ವಾರ್ಷಿಕ ಆದಾಯ ಮಿತಿ ರೂ. 44,500 ಮೀರಿರಬಾರದು. https://shp.karnataka.gov.in/bcwd ಮೂಲಕ ಅರ್ಜಿ ಸಲ್ಲಿಸಬೇಕು. ಹೆಚ್ಚಿನ ಮಾಹಿತಿಗಾಗಿ ಇಲಾಖಾ ವೆಬ್‍ಸೈಟ್ https://bcwd.karnataka.gov.in ನ್ನು ಸಂಪರ್ಕಿಸುವುದು. ಸಹಾಯವಾಣಿ ಸಂಖ್ಯೆ: 8050770004 ಮತ್ತು 8050770005 ಅನ್ನು ಸಂಪರ್ಕಿಸಬಹುದು ಎಂದು ಪ್ರಕಟಣೆ ತಿಳಿಸಿದೆ. — [749, 118, 939, 238]
table-header: ಕ್ರ. ಸಂ. — [138, 1322, 155, 1345]
article-text: ಕೋಲಾರ: ಜಿಲ್ಲೆಯಲ್ಲಿನ ಎನ್.ಹೆಚ್ ರಸ್ತೆ ಕಾಮಗಾರಿಗೆ ಭೂಸ್ವಾಧೀನ ಮಾಡಿಕೊಂಡಿರುವ ರೈತರ ಜಮೀನುಗಳಿಗೆ ಪರಿಹಾರ ಹಣವನ್ನು ಶೀಘ್ರವಾಗಿ ನೀಡಬೇಕೆಂದು ಒತ್ತಾಯಿಸಿ ರೈತ ಸಂಘದ ಪದಾಧಿಕಾರಿಗಳು ಜಿಲ್ಲಾಧಿಕಾರಿಗಳಿಗೆ ಮನವಿ ಸಲ್ಲಿಸಿದರು. ರೈತರು ತಮ್ಮ ಜೀವನಾಧಾರವಾದ ಭೂಮಿಯನ್ನು ಕಳೆದುಕೊಂಡು ಸಂಕಷ್ಟದಲ್ಲಿದ್ದಾರೆ. ಕೂಡಲೇ ಪರಿಹಾರ ಹಣ ಬಿಡುಗಡೆ ಮಾಡಿ ರೈತರ ಖಾತೆಗಳಿಗೆ ಜಮಾ ಮಾಡಬೇಕು ಎಂದು ಆಗ್ರಹಿಸಿದರು. ಸರ್ಕಾರ ಹಾಗೂ ಅಧಿಕಾರಿಗಳು ಈ ಬಗ್ಗೆ ನಿರ್ಲಕ್ಷ್ಯ ವಹಿಸಿದರೆ ಉಗ್ರ ಹೋರಾಟ ನಡೆಸಲಾಗುವುದು ಎಂದು ಎಚ್ಚರಿಸಿದರು. ಸ್ಥಳೀಯ ಮಟ್ಟದಲ್ಲಿ ಭೂಸ್ವಾಧೀನ ಪ್ರಕ್ರಿಯೆ ಪೂರ್ಣಗೊಂಡರೂ ಪರಿಹಾರ ವಿತರಣೆ ವಿಳಂಬವಾಗುತ್ತಿರುವುದು ಖಂಡನೀಯ. ರೈತರ ಸಮಸ್ಯೆಗಳನ್ನು ಬಗೆಹರಿಸಲು ಸಂಬಂಧಿಸಿದ ಇಲಾಖೆಗಳು ತಕ್ಷಣ ಕ್ರಮ ಕೈಗೊಳ್ಳಬೇಕು. ಈ ಸಂದರ್ಭದಲ್ಲಿ ರೈತ ಮುಖಂಡರು, ಪದಾಧಿಕಾರಿಗಳು ಹಾಗೂ ಗ್ರಾಮಸ್ಥರು ಉಪಸ್ಥಿತರಿದ್ದರು. ಜಿಲ್ಲಾಧಿಕಾರಿಗಳು ಮನವಿ ಸ್ವೀಕರಿಸಿ ಶೀಘ್ರವಾಗಿ ಕ್ರಮ ಕೈಗೊಳ್ಳುವುದಾಗಿ ಭರವಸೆ ನೀಡಿದರು. ರೈತರಿಗೆ ನ್ಯಾಯ ಒದಗಿಸುವ ಕೆಲಸ ಆಗಬೇಕು, ಪರಿಹಾರ ಮೊತ್ತವನ್ನು ಮಾರುಕಟ್ಟೆ ದರಕ್ಕೆ ಅನುಗುಣವಾಗಿ ನಿಗದಿಪಡಿಸಬೇಕು ಎಂದು ಒತ್ತಾಯಿಸಿದರು. — [6, 408, 256, 539]
notice-title: ಪ್ರಕಟಣೆ — [133, 1247, 594, 1261]
table-header: ಗ್ರಾಮದ — [326, 1322, 363, 1345]
photo-kempegowda-event — [441, 378, 737, 500]
notice-table — [137, 1321, 591, 1397]
headline: ಕೃತಿಗಳ ಆಹ್ವಾನ — [6, 1188, 67, 1202]
swamiji-figure-icon — [165, 104, 310, 223]
article-works-invitation — [4, 1186, 128, 1486]
headline-prematric: ಮೆಟ್ರಿಕ್ ಪೂರ್ವ ವಿದ್ಯಾರ್ಥಿನಿಲಯಗಳ ಪ್ರವೇಶಾತಿಗೆ ಅರ್ಜಿ ಆಹ್ವಾನ — [749, 65, 902, 95]
article-epilepsy-camp — [4, 962, 582, 1184]
article-text-col1: ಶ್ರೀರಂಭಾಪುರಿ ಪೀಠ(ಬಾಳೆಹೊನ್ನೂರು): ಬಾಳೆಹೊನ್ನೂರು ಶ್ರೀ ರಂಭಾಪುರಿ ವೀರಸಿಂಹಾಸನ ಮಹಾಸಂಸ್ಥಾನ ಪೀಠದ ಶ್ರೀಮದ್ ಜಗದ್ಗುರು ಡಾ. ವೀರಸೋಮೇಶ್ವರ ಜಗದ್ಗುರುಗಳವರ 2024ನೇ ಸಾಲಿನ ಜುಲೈ ಮಾಹೆಯ ಆಗಸ್ಟ್ ಮಾಹೆಯ ಪ್ರವಾಸ ಕಾರ್ಯಕ್ರಮ ಈ ಕೆಳಗಿನಂತಿದೆ. ಜುಲೈ 1ರಂದು ಶಿವಮೊಗ್ಗದಲ್ಲಿ ಶ್ರೀ ರಂಭಾಪುರಿ ಪೀಠದ ನೂತನ ಕಟ್ಟಡ ಉದ್ಘಾಟನೆ, 5ರಂದು ಹಾನಗಲ್ ಜಿಲ್ಲೆ ಆಲದಕಟ್ಟಿ ಗ್ರಾಮದಲ್ಲಿ ಧರ್ಮ ಸಮಾರಂಭ, 6ರಂದು ಬೆಳಿಯಲ್ಲಿ ಜನಜಾಗೃತಿ ಧರ್ಮ ಸಮ್ಮೇಳನ ಹಾಗೂ ಗುರುಪ್ರವೇಶ, 7ರಂದು ತುಮಕೂರು ಜಿಲ್ಲೆಯಲ್ಲಿ ಜಗದ್ಗುರುಗಳ ಪಾದಪೂಜೆ, 8ರಂದು ಬಿಜಾಪುರ ಜಿಲ್ಲೆ ಇಂಡಿ ತಾಲೂಕು ಗ್ರಾಮದಲ್ಲಿ ಧರ್ಮ ಸಭೆ, 10ರಂದು ಚಿಕ್ಕಮಗಳೂರು ಜಿಲ್ಲೆ ಕಡೂರು ತಾಲೂಕು ಗ್ರಾಮದಲ್ಲಿ ಶ್ರೀ ಗುರು ಮನೆ ಉದ್ಘಾಟನೆ ಹಾಗೂ ಧರ್ಮ ಸಮಾರಂಭ ಜರುಗಲಿದೆ. — [8, 103, 160, 267]
masthead-logo: ಸಂಜೆ ಮುಗಿಲು — [766, 6, 858, 28]
headline-postmatric: ಮೆಟ್ರಿಕ್ ನಂತರ ವಿದ್ಯಾರ್ಥಿನಿಲಯಗಳ ಪ್ರವೇಶಾತಿಗೆ ಅರ್ಜಿ ಆಹ್ವಾನ — [749, 436, 899, 465]
table-header: ತಾಲ್ಲೂಕು — [265, 1322, 295, 1345]
table-row — [138, 1345, 591, 1368]
table-cell: 12 ತಿಂಗಳು — [901, 1412, 935, 1434]
